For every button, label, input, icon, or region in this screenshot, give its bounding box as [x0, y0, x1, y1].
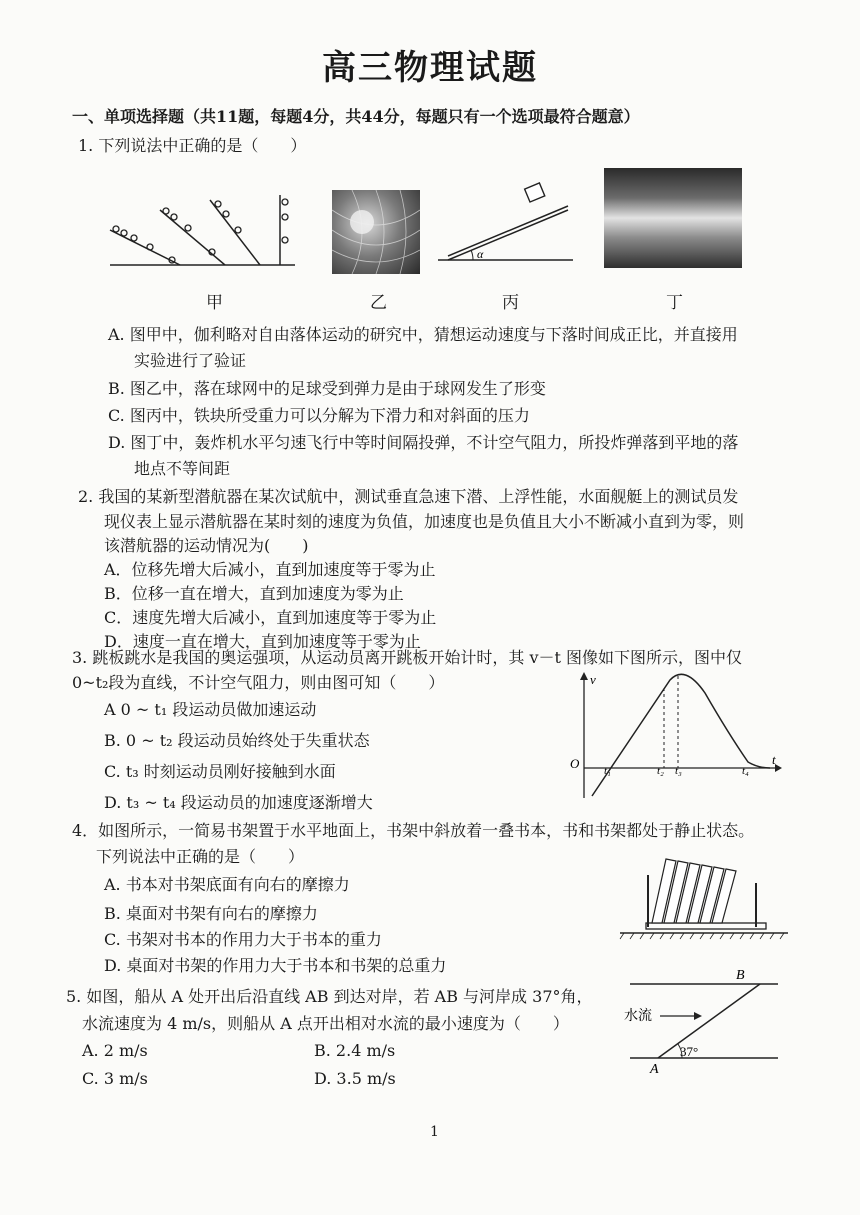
vt-axis-v: v	[590, 672, 596, 687]
q2-option-c: C．速度先增大后减小，直到加速度等于零为止	[104, 608, 437, 627]
vt-t2: t₂	[657, 765, 664, 777]
river-point-b: B	[736, 968, 745, 983]
q3-stem-line1: 3. 跳板跳水是我国的奥运强项，从运动员离开跳板开始计时，其 v－t 图像如下图所示，图中仅	[72, 648, 742, 667]
caption-jia: 甲	[206, 293, 223, 313]
q2-option-d: D．速度一直在增大，直到加速度等于零为止	[104, 632, 421, 651]
q5-option-c: C. 3 m/s	[82, 1069, 148, 1088]
q2-option-a: A．位移先增大后减小，直到加速度等于零为止	[104, 560, 436, 579]
figure-jia-free-fall	[100, 190, 300, 270]
q4-stem-line1: 4．如图所示，一简易书架置于水平地面上，书架中斜放着一叠书本，书和书架都处于静止状态。	[72, 821, 755, 840]
q3-option-a: A 0 ~ t₁ 段运动员做加速运动	[104, 700, 317, 719]
q3-option-b: B. 0 ~ t₂ 段运动员始终处于失重状态	[104, 731, 370, 750]
vt-axis-t: t	[772, 752, 776, 767]
figure-river-crossing	[620, 962, 780, 1082]
q4-option-a: A. 书本对书架底面有向右的摩擦力	[104, 875, 350, 894]
q2-stem-line2: 现仪表上显示潜航器在某时刻的速度为负值，加速度也是负值且大小不断减小直到为零，则	[104, 512, 745, 531]
q3-option-c: C. t₃ 时刻运动员刚好接触到水面	[104, 762, 336, 781]
q5-stem-line1: 5. 如图，船从 A 处开出后沿直线 AB 到达对岸，若 AB 与河岸成 37°角，	[66, 987, 593, 1006]
vt-t4: t₄	[742, 765, 749, 777]
q1-option-d-cont: 地点不等间距	[134, 459, 231, 478]
q2-option-b: B．位移一直在增大，直到加速度为零为止	[104, 584, 404, 603]
caption-ding: 丁	[666, 293, 683, 313]
section-heading: 一、单项选择题（共11题，每题4分，共44分，每题只有一个选项最符合题意）	[72, 107, 640, 126]
incline-angle-label: α	[477, 247, 484, 261]
q3-option-d: D. t₃ ~ t₄ 段运动员的加速度逐渐增大	[104, 793, 373, 812]
river-angle-label: 37°	[680, 1044, 699, 1059]
caption-yi: 乙	[370, 293, 387, 313]
q5-option-a: A. 2 m/s	[82, 1041, 148, 1060]
q1-option-b: B. 图乙中，落在球网中的足球受到弹力是由于球网发生了形变	[108, 379, 546, 398]
vt-t3: t₃	[675, 765, 682, 777]
q4-option-b: B. 桌面对书架有向右的摩擦力	[104, 904, 318, 923]
q3-stem-line2: 0~t₂段为直线，不计空气阻力，则由图可知（ ）	[72, 673, 445, 692]
q5-stem-line2: 水流速度为 4 m/s，则船从 A 点开出相对水流的最小速度为（ ）	[82, 1014, 569, 1033]
figure-yi-football-net-photo	[332, 190, 420, 274]
figure-bing-incline	[438, 180, 578, 265]
figure-ding-bomber-photo	[604, 168, 742, 268]
figure-vt-graph	[560, 668, 785, 803]
figure-bookshelf	[618, 855, 793, 940]
q4-stem-line2: 下列说法中正确的是（ ）	[96, 847, 305, 866]
page-title: 高三物理试题	[322, 48, 538, 88]
q4-option-d: D. 桌面对书架的作用力大于书本和书架的总重力	[104, 956, 447, 975]
page-number: 1	[430, 1124, 439, 1140]
caption-bing: 丙	[502, 293, 519, 313]
q5-option-d: D. 3.5 m/s	[314, 1069, 396, 1088]
river-point-a: A	[650, 1062, 659, 1077]
q1-stem: 1. 下列说法中正确的是（ ）	[78, 136, 307, 155]
vt-t1: t₁	[604, 765, 611, 777]
q1-option-d: D. 图丁中，轰炸机水平匀速飞行中等时间隔投弹，不计空气阻力，所投炸弹落到平地的落	[108, 433, 739, 452]
q5-option-b: B. 2.4 m/s	[314, 1041, 396, 1060]
river-flow-label: 水流	[624, 1009, 652, 1024]
q1-option-c: C. 图丙中，铁块所受重力可以分解为下滑力和对斜面的压力	[108, 406, 530, 425]
q2-stem-line1: 2. 我国的某新型潜航器在某次试航中，测试垂直急速下潜、上浮性能，水面舰艇上的测试员发	[78, 487, 739, 506]
vt-origin: O	[570, 756, 580, 771]
q4-option-c: C. 书架对书本的作用力大于书本的重力	[104, 930, 382, 949]
q2-stem-line3: 该潜航器的运动情况为( )	[104, 536, 309, 555]
q1-option-a: A. 图甲中，伽利略对自由落体运动的研究中，猜想运动速度与下落时间成正比，并直接用	[108, 325, 738, 344]
q1-option-a-cont: 实验进行了验证	[134, 351, 247, 370]
